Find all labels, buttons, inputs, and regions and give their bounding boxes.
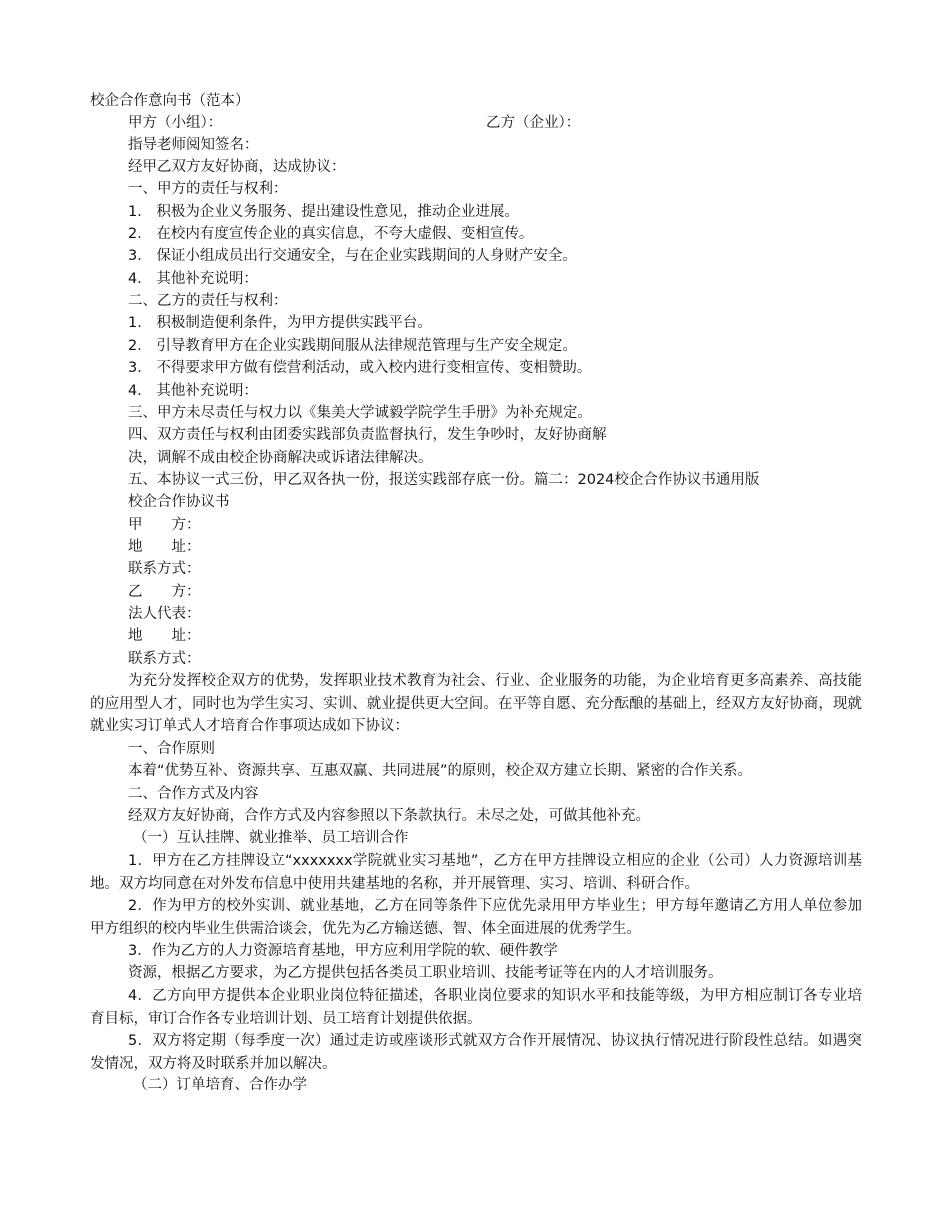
- section-3-text: 三、甲方未尽责任与权力以《集美大学诚毅学院学生手册》为补充规定。: [128, 405, 592, 421]
- section-2-item: 2． 引导教育甲方在企业实践期间服从法律规范管理与生产安全规定。: [128, 338, 577, 354]
- field-party-b: 乙 方：: [128, 584, 201, 600]
- section-4-text-line-1: 四、双方责任与权利由团委实践部负责监督执行，发生争吵时，友好协商解: [128, 427, 607, 443]
- party-a-label: 甲方（小组）：: [128, 115, 223, 131]
- principle-text: 本着“优势互补、资源共享、互惠双赢、共同进展”的原则，校企双方建立长期、紧密的合作关系。: [128, 763, 753, 779]
- section-2-title: 二、乙方的责任与权利：: [128, 293, 288, 309]
- subsection-1-title: （一）互认挂牌、就业推举、员工培训合作: [133, 830, 409, 846]
- method-title: 二、合作方式及内容: [128, 786, 259, 802]
- clause-3-line-2: 资源，根据乙方要求，为乙方提供包括各类员工职业培训、技能考证等在内的人才培训服务。: [128, 965, 723, 981]
- field-address-b: 地 址：: [128, 628, 201, 644]
- subsection-2-title: （二）订单培育、合作办学: [133, 1077, 307, 1093]
- field-legal-rep: 法人代表：: [128, 606, 201, 622]
- section-1-item: 4． 其他补充说明：: [128, 271, 258, 287]
- section-2-item: 4． 其他补充说明：: [128, 383, 258, 399]
- method-intro: 经双方友好协商，合作方式及内容参照以下条款执行。未尽之处，可做其他补充。: [128, 808, 650, 824]
- clause-5-paragraph: 5．双方将定期（每季度一次）通过走访或座谈形式就双方合作开展情况、协议执行情况进行阶段性总结。如遇突发情况，双方将及时联系并加以解决。: [90, 1033, 862, 1072]
- clause-1-paragraph: 1．甲方在乙方挂牌设立“xxxxxxx学院就业实习基地”，乙方在甲方挂牌设立相应的企业（公司）人力资源培训基地。双方均同意在对外发布信息中使用共建基地的名称，并开展管理、实习、培训、科研合作。: [90, 853, 862, 892]
- section-1-title: 一、甲方的责任与权利：: [128, 181, 288, 197]
- party-b-label: 乙方（企业）：: [486, 115, 581, 131]
- clause-3-line-1: 3．作为乙方的人力资源培育基地，甲方应利用学院的软、硬件教学: [128, 943, 558, 959]
- field-party-a: 甲 方：: [128, 517, 201, 533]
- intro-text: 经甲乙双方友好协商，达成协议：: [128, 159, 346, 175]
- field-address-a: 地 址：: [128, 539, 201, 555]
- section-5-text: 五、本协议一式三份，甲乙双各执一份，报送实践部存底一份。篇二：2024校企合作协议书通用版: [128, 472, 760, 488]
- preamble-paragraph: 为充分发挥校企双方的优势，发挥职业技术教育为社会、行业、企业服务的功能，为企业培育更多高素养、高技能的应用型人才，同时也为学生实习、实训、就业提供更大空间。在平等自愿、充分酝酿的基础上，经双方友好协商，现就就业实习订单式人才培育合作事项达成如下协议：: [90, 673, 862, 734]
- section-1-item: 2． 在校内有度宣传企业的真实信息，不夸大虚假、变相宣传。: [128, 226, 534, 242]
- field-contact-a: 联系方式：: [128, 561, 201, 577]
- clause-4-paragraph: 4．乙方向甲方提供本企业职业岗位特征描述，各职业岗位要求的知识水平和技能等级，为甲方相应制订各专业培育目标，审订合作各专业培训计划、员工培育计划提供依据。: [90, 988, 862, 1027]
- teacher-signature-label: 指导老师阅知签名：: [128, 137, 259, 153]
- document-title: 校企合作意向书（范本）: [90, 93, 250, 109]
- agreement-title: 校企合作协议书: [128, 494, 230, 510]
- section-1-item: 1． 积极为企业义务服务、提出建设性意见，推动企业进展。: [128, 204, 519, 220]
- clause-2-paragraph: 2．作为甲方的校外实训、就业基地，乙方在同等条件下应优先录用甲方毕业生；甲方每年邀请乙方用人单位参加甲方组织的校内毕业生供需洽谈会，优先为乙方输送德、智、体全面进展的优秀学生。: [90, 898, 862, 937]
- section-2-item: 3． 不得要求甲方做有偿营利活动，或入校内进行变相宣传、变相赞助。: [128, 360, 592, 376]
- section-1-item: 3． 保证小组成员出行交通安全，与在企业实践期间的人身财产安全。: [128, 248, 577, 264]
- section-4-text-line-2: 决，调解不成由校企协商解决或诉诸法律解决。: [128, 450, 433, 466]
- field-contact-b: 联系方式：: [128, 651, 201, 667]
- principle-title: 一、合作原则: [128, 741, 215, 757]
- section-2-item: 1． 积极制造便利条件，为甲方提供实践平台。: [128, 315, 432, 331]
